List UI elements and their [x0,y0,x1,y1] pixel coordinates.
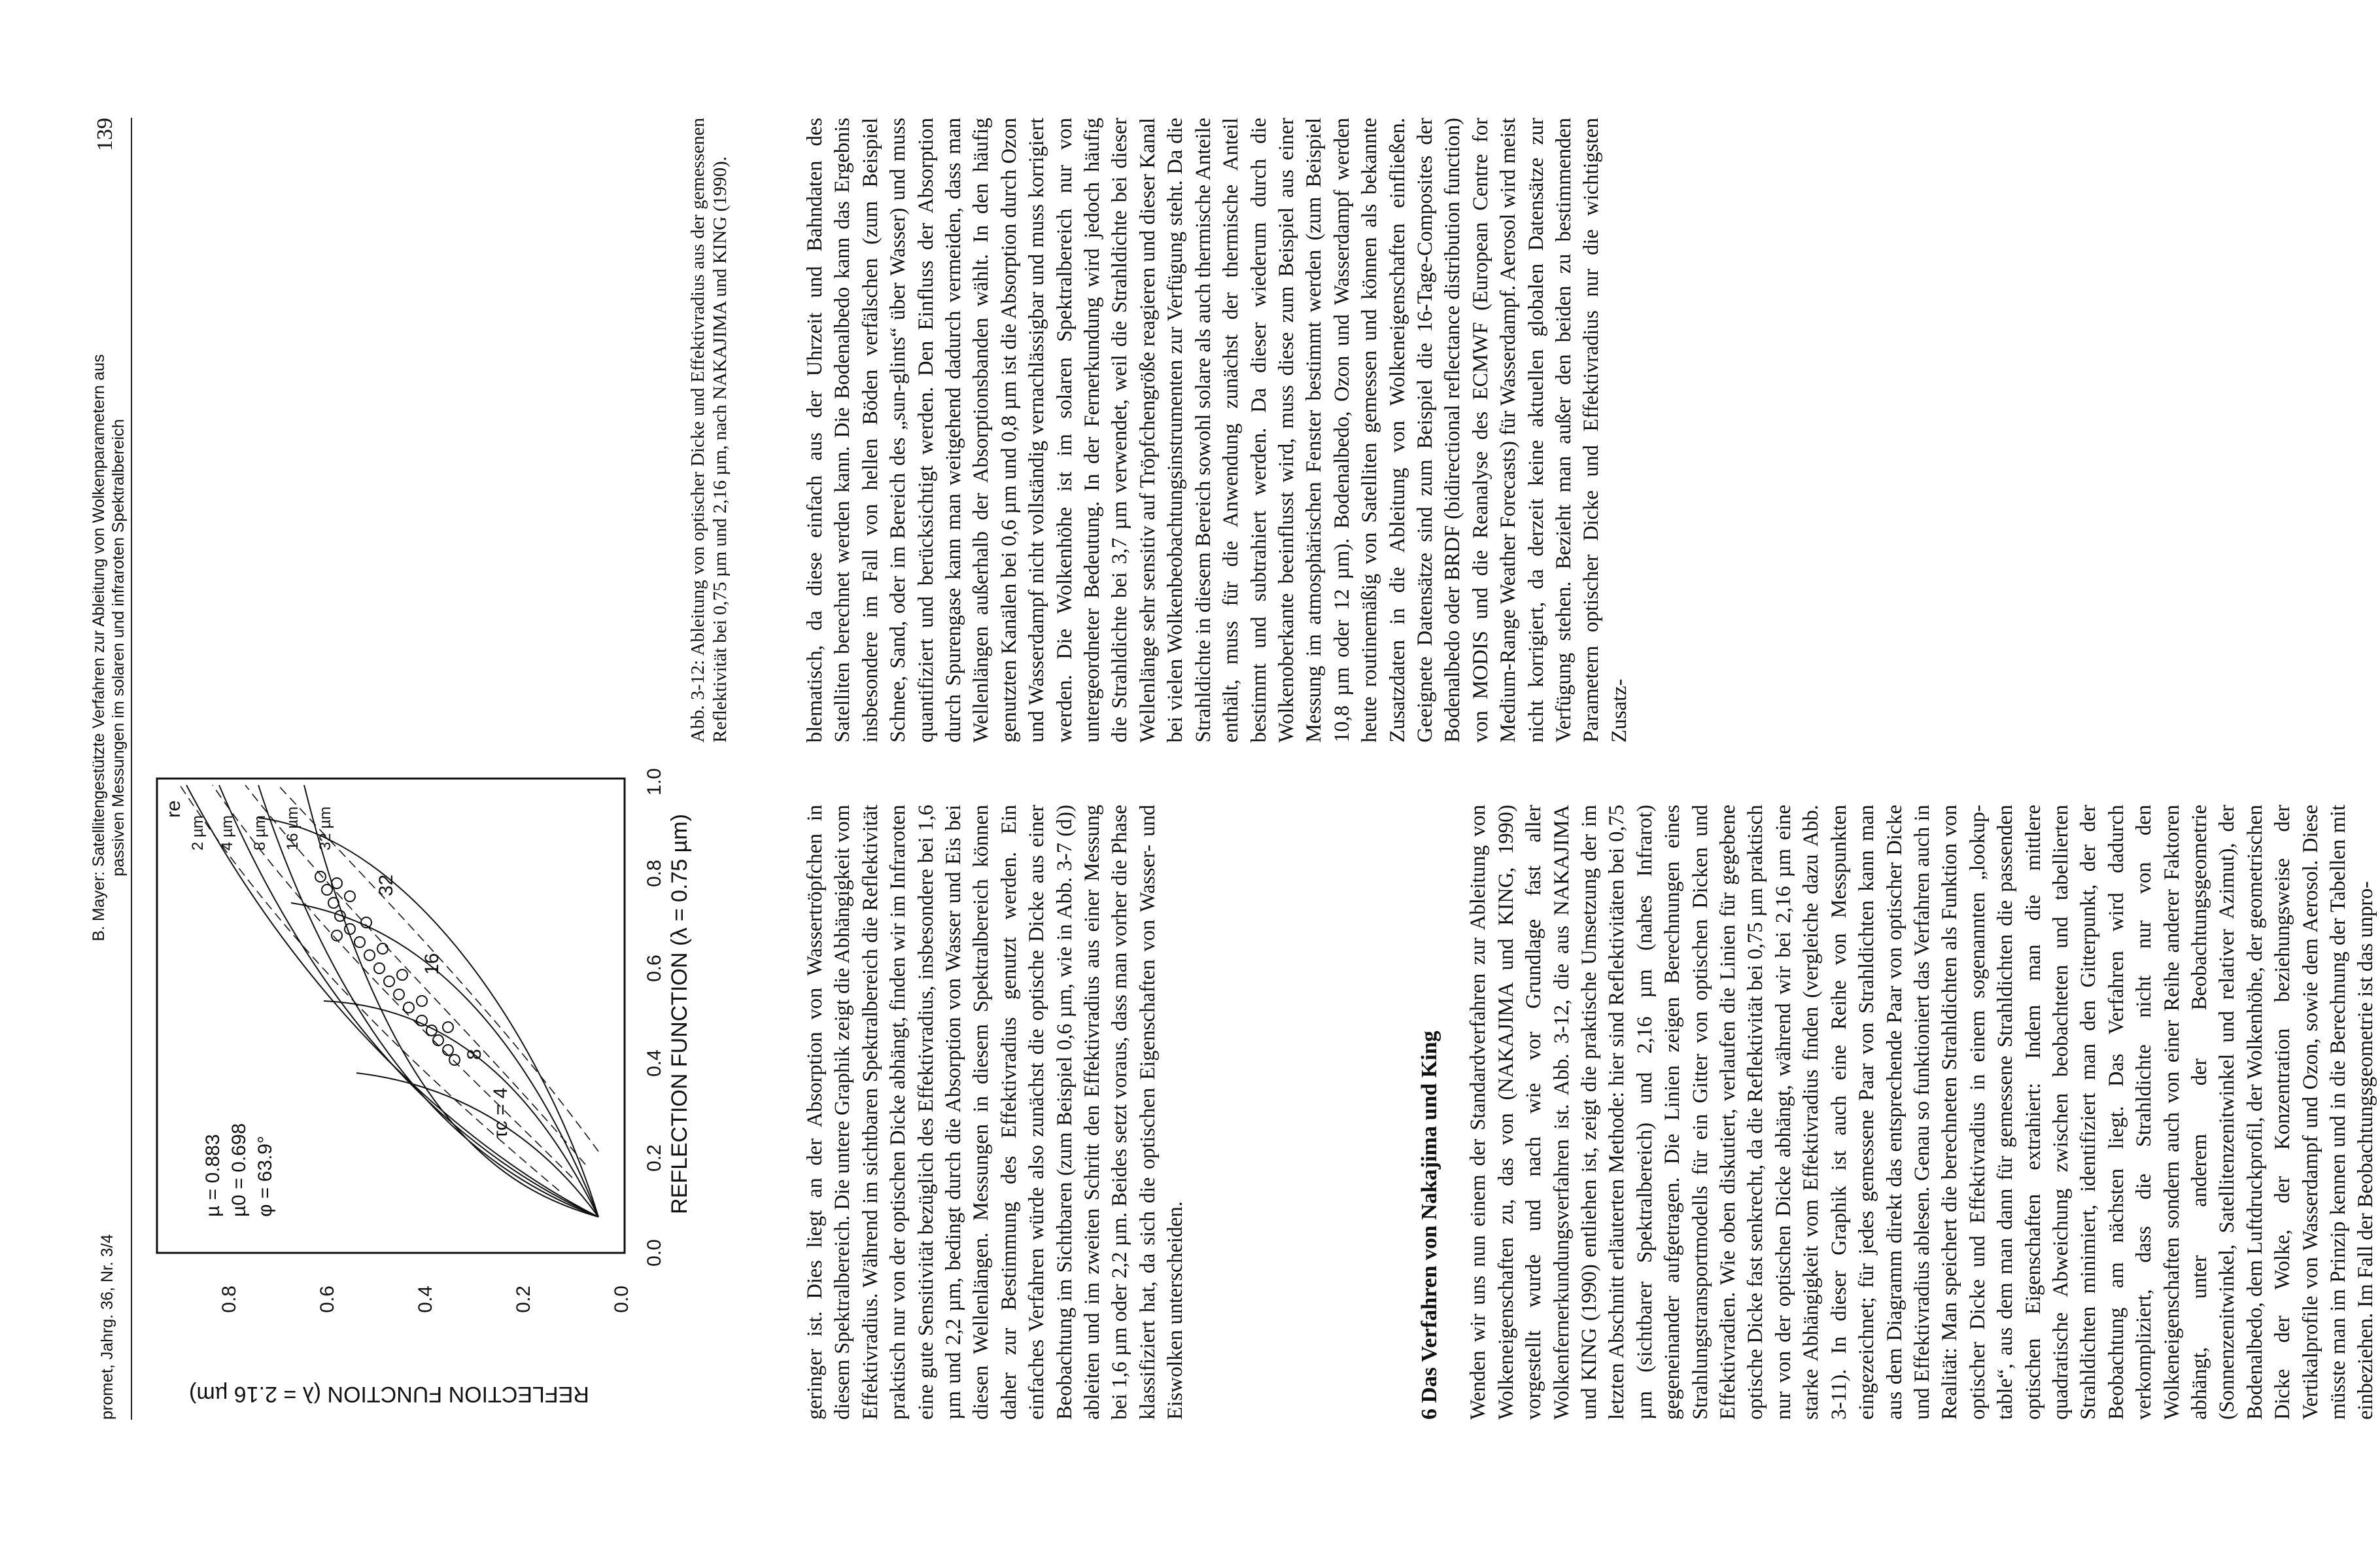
param-mu: µ = 0.883 [202,1134,224,1217]
re-label-4: 4 µm [218,815,236,851]
y-tick-2: 0.4 [415,1286,436,1313]
tau-label-16: 16 [421,953,443,975]
y-tick-4: 0.8 [218,1286,240,1313]
running-title-line-1: B. Mayer: Satellitengestützte Verfahren zur Ableitung von Wolkenparametern aus [90,354,108,941]
figure-caption: Abb. 3-12: Ableitung von optischer Dicke und Effektivradius aus der gemessenen Reflektivität bei 0,75 µm und 2,16 µm, nach NAKAJIMA und KING (1990). [687,118,731,743]
running-title [89,288,128,1008]
re-label-8: 8 µm [251,815,269,851]
re-label-16: 16 µm [284,806,302,851]
param-mu0: µ0 = 0.698 [228,1123,250,1217]
y-axis-label: REFLECTION FUNCTION (λ = 2.16 µm) [189,1382,589,1407]
right-column [801,118,1633,743]
header-rule [131,118,132,1420]
x-tick-3: 0.6 [644,955,665,982]
figure-reflection-plot [141,768,692,1426]
x-tick-5: 1.0 [644,768,665,796]
journal-reference: promet, Jahrg. 36, Nr. 3/4 [98,1234,116,1420]
re-label: re [163,800,184,818]
x-tick-1: 0.2 [644,1144,665,1172]
y-tick-0: 0.0 [611,1286,632,1313]
x-tick-2: 0.4 [644,1049,665,1077]
tau-label-32: 32 [375,874,397,896]
re-label-2: 2 µm [189,815,207,851]
tau-label-8: 8 [464,1049,485,1060]
re-label-32: 32 µm [317,806,334,851]
page-number: 139 [93,118,117,151]
x-tick-0: 0.0 [644,1239,665,1267]
left-column [801,805,2380,1420]
tau-label-4: τc = 4 [490,1087,511,1138]
running-title-line-2: passiven Messungen im solaren und infraroten Spektralbereich [109,419,128,877]
right-paragraph: blematisch, da diese einfach aus der Uhrzeit und Bahndaten des Satelliten berechnet werden kann. Die Bodenalbedo kann das Ergebnis insbesondere im Fall von hellen Böden verfälschen (zum Beispiel Schnee, Sand, oder im Bereich des „sun-glints“ über Wasser) und muss quantifiziert und berücksichtigt werden. Den Einfluss der Absorption durch Spurengase kann man weitgehend dadurch vermeiden, dass man Wellenlängen außerhalb der Absorptionsbanden wählt. In den häufig genutzten Kanälen bei 0,6 µm und 0,8 µm ist die Absorption durch Ozon und Wasserdampf nicht vollständig vernachlässigbar und muss korrigiert werden. Die Wolkenhöhe ist im solaren Spektralbereich nur von untergeordneter Bedeutung. In der Fernerkundung wird jedoch häufig die Strahldichte bei 3,7 µm verwendet, weil die Strahldichte bei dieser Wellenlänge sehr sensitiv auf Tröpfchengröße reagieren und dieser Kanal bei vielen Wolkenbeobachtungsinstrumenten zur Verfügung steht. Da die Strahldichte in diesem Bereich sowohl solare als auch thermische Anteile enthält, muss für die Anwendung zunächst der thermische Anteil bestimmt und subtrahiert werden. Da dieser wiederum durch die Wolkenoberkante beeinflusst wird, muss diese zum Beispiel aus einer Messung im atmosphärischen Fenster bestimmt werden (zum Beispiel 10,8 µm oder 12 µm). Bodenalbedo, Ozon und Wasserdampf werden heute routinemäßig von Satelliten gemessen und können als bekannte Zusatzdaten in die Ableitung von Wolkeneigenschaften einfließen. Geeignete Datensätze sind zum Beispiel die 16-Tage-Composites der Bodenalbedo oder BRDF (bidirectional reflectance distribution function) von MODIS und die Reanalyse des ECMWF (European Centre for Medium-Range Weather Forecasts) für Wasserdampf. Aerosol wird meist nicht korrigiert, da derzeit keine aktuellen globalen Datensätze zur Verfügung stehen. Bezieht man außer den beiden zu bestimmenden Parametern optischer Dicke und Effektivradius nur die wichtigsten Zusatz- [803,118,1631,743]
param-phi: φ = 63.9° [254,1135,276,1217]
left-paragraph-1: geringer ist. Dies liegt an der Absorption von Wassertröpfchen in diesem Spektralbereich. Die untere Graphik zeigt die Abhängigkeit vom Effektivradius. Während im sichtbaren Spektralbereich die Reflektivität praktisch nur von der optischen Dicke abhängt, finden wir im Infraroten eine gute Sensitivität bezüglich des Effektivradius, insbesondere bei 1,6 µm und 2,2 µm, bedingt durch die Absorption von Wasser und Eis bei diesen Wellenlängen. Messungen in diesem Spektralbereich können daher zur Bestimmung des Effektivradius genutzt werden. Ein einfaches Verfahren würde also zunächst die optische Dicke aus einer Beobachtung im Sichtbaren (zum Beispiel 0,6 µm, wie in Abb. 3-7 (d)) ableiten und im zweiten Schritt den Effektivradius aus einer Messung bei 1,6 µm oder 2,2 µm. Beides setzt voraus, dass man vorher die Phase klassifiziert hat, da sich die optischen Eigenschaften von Wasser- und Eiswolken unterscheiden. [803,805,1188,1420]
left-paragraph-2: Wenden wir uns nun einem der Standardverfahren zur Ableitung von Wolkeneigenschaften zu, das von (NAKAJIMA und KING, 1990) vorgestellt wurde und nach wie vor Grundlage fast aller Wolkenfernerkundungsverfahren ist. Abb. 3-12, die aus NAKAJIMA und KING (1990) entliehen ist, zeigt die praktische Umsetzung der im letzten Abschnitt erläuterten Methode: hier sind Reflektivitäten bei 0,75 µm (sichtbarer Spektralbereich) und 2,16 µm (nahes Infrarot) gegeneinander aufgetragen. Die Linien zeigen Berechnungen eines Strahlungstransportmodells für ein Gitter von optischen Dicken und Effektivradien. Wie oben diskutiert, verlaufen die Linien für gegebene optische Dicke fast senkrecht, da die Reflektivität bei 0,75 µm praktisch nur von der optischen Dicke abhängt, während wir bei 2,16 µm eine starke Abhängigkeit vom Effektivradius finden (vergleiche dazu Abb. 3-11). In dieser Graphik ist auch eine Reihe von Messpunkten eingezeichnet; für jedes gemessene Paar von Strahldichten kann man aus dem Diagramm direkt das entsprechende Paar von optischer Dicke und Effektivradius ablesen. Genau so funktioniert das Verfahren auch in Realität: Man speichert die berechneten Strahldichten als Funktion von optischer Dicke und Effektivradius in einem sogenannten „lookup-table“, aus dem man dann für gemessene Strahldichten die passenden optischen Eigenschaften extrahiert: Indem man die mittlere quadratische Abweichung zwischen beobachteten und tabellierten Strahldichten minimiert, identifiziert man den Gitterpunkt, der der Beobachtung am nächsten liegt. Das Verfahren wird dadurch verkompliziert, dass die Strahldichte nicht nur von den Wolkeneigenschaften sondern auch von einer Reihe anderer Faktoren abhängt, unter anderem der Beobachtungsgeometrie (Sonnenzenitwinkel, Satellitenzenitwinkel und relativer Azimut), der Bodenalbedo, dem Luftdruckprofil, der Wolkenhöhe, der geometrischen Dicke der Wolke, der Konzentration beziehungsweise der Vertikalprofile von Wasserdampf und Ozon, sowie dem Aerosol. Diese müsste man im Prinzip kennen und in die Berechnung der Tabellen mit einbeziehen. Im Fall der Beobachtungsgeometrie ist das unpro- [1466,805,2378,1420]
y-tick-1: 0.2 [513,1286,534,1313]
y-tick-3: 0.6 [317,1286,338,1313]
x-tick-4: 0.8 [644,860,665,887]
x-axis-label: REFLECTION FUNCTION (λ = 0.75 µm) [667,814,692,1214]
section-heading: 6 Das Verfahren von Nakajima und King [1417,1030,1441,1420]
